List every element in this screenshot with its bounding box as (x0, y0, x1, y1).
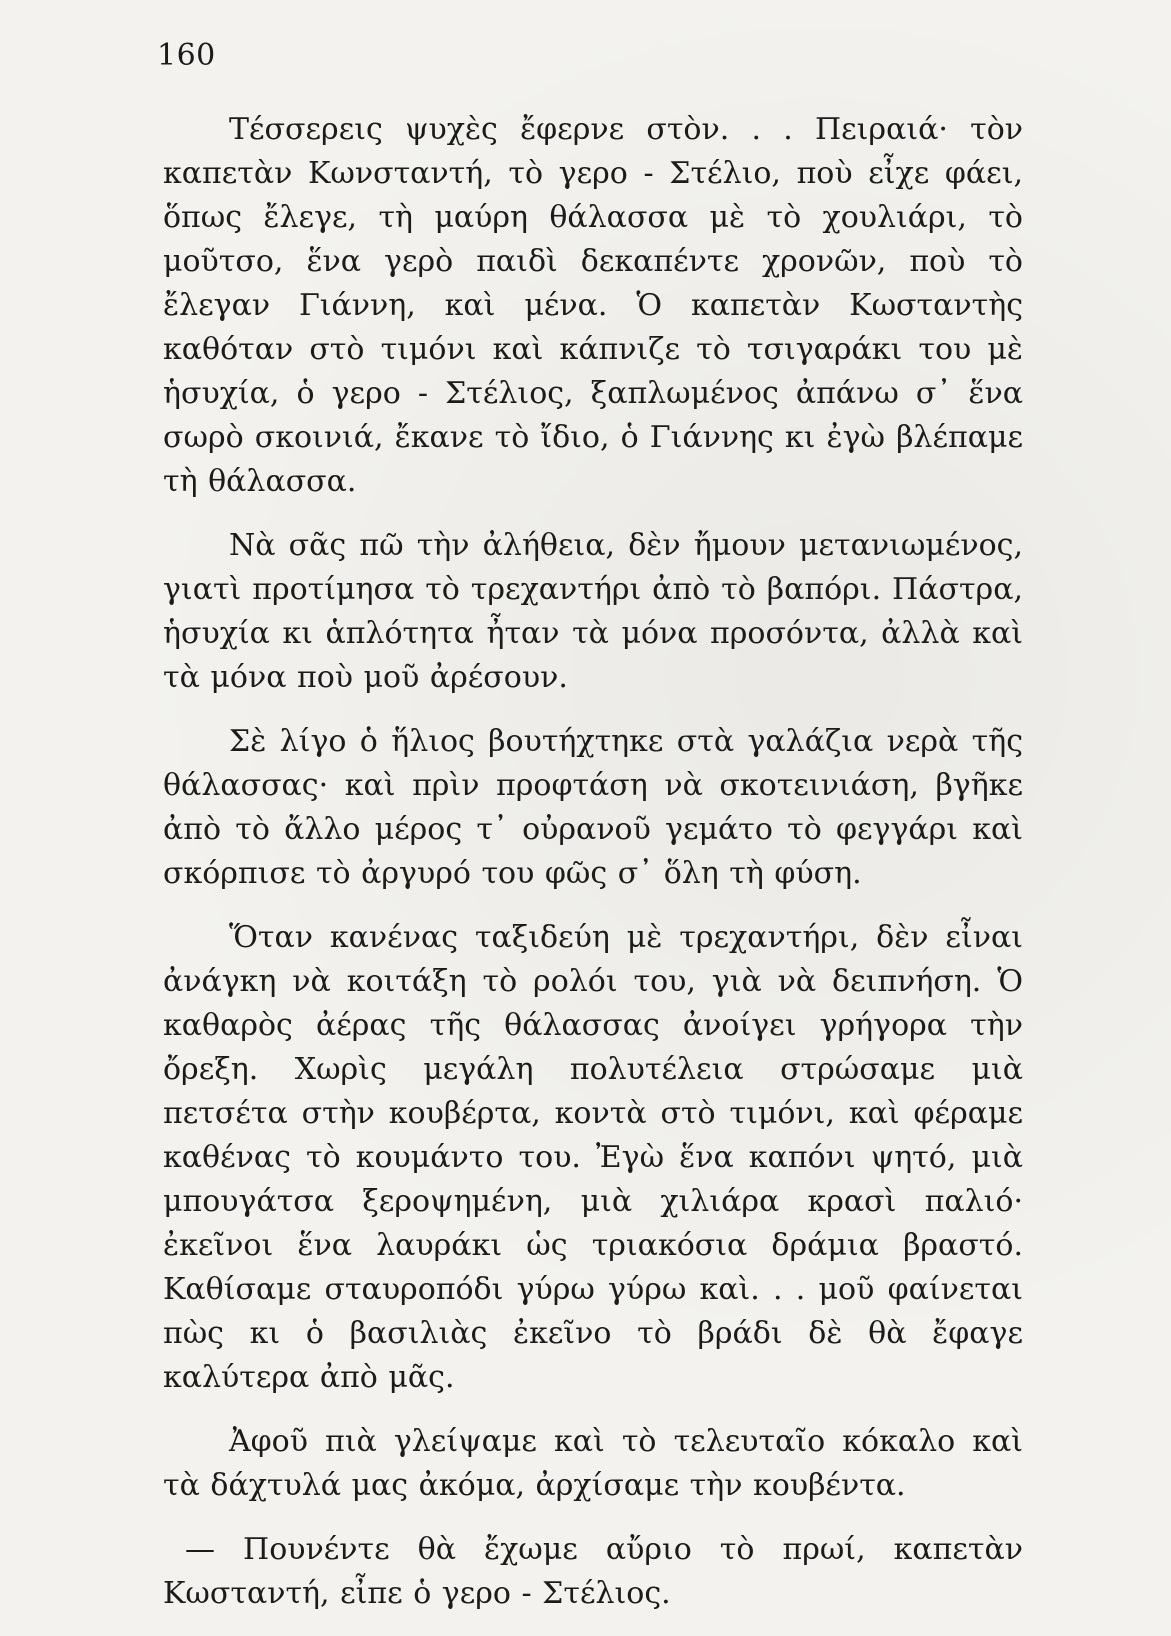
paragraph-1: Τέσσερεις ψυχὲς ἔφερνε στὸν. . . Πειραιά· τὸν καπετὰν Κωνσταντή, τὸ γερο - Στέλιο, ποὺ εἶχε φάει, ὅπως ἔλεγε, τὴ μαύρη θάλασσα μὲ τὸ χουλιάρι, τὸ μοῦτσο, ἕνα γερὸ παιδὶ δεκαπέντε χρονῶν, ποὺ τὸ ἔλεγαν Γιάννη, καὶ μένα. Ὁ καπετὰν Κωσταντὴς καθόταν στὸ τιμόνι καὶ κάπνιζε τὸ τσιγαράκι του μὲ ἡσυχία, ὁ γερο - Στέλιος, ξαπλωμένος ἀπάνω σ᾿ ἕνα σωρὸ σκοινιά, ἔκανε τὸ ἴδιο, ὁ Γιάννης κι ἐγὼ βλέπαμε τὴ θάλασσα. (163, 112, 1023, 499)
paragraph-6-dialogue: — Πουνέντε θὰ ἔχωμε αὔριο τὸ πρωί, καπετὰν Κωσταντή, εἶπε ὁ γερο - Στέλιος. (163, 1532, 1023, 1611)
page-number: 160 (157, 38, 216, 73)
paragraph-4: Ὅταν κανένας ταξιδεύη μὲ τρεχαντήρι, δὲν εἶναι ἀνάγκη νὰ κοιτάξη τὸ ρολόι του, γιὰ νὰ δειπνήση. Ὁ καθαρὸς ἀέρας τῆς θάλασσας ἀνοίγει γρήγορα τὴν ὄρεξη. Χωρὶς μεγάλη πολυτέλεια στρώσαμε μιὰ πετσέτα στὴν κουβέρτα, κοντὰ στὸ τιμόνι, καὶ φέραμε καθένας τὸ κουμάντο του. Ἐγὼ ἕνα καπόνι ψητό, μιὰ μπουγάτσα ξεροψημένη, μιὰ χιλιάρα κρασὶ παλιό· ἐκεῖνοι ἕνα λαυράκι ὡς τριακόσια δράμια βραστό. Καθίσαμε σταυροπόδι γύρω γύρω καὶ. . . μοῦ φαίνεται πὼς κι ὁ βασιλιὰς ἐκεῖνο τὸ βράδι δὲ θὰ ἔφαγε καλύτερα ἀπὸ μᾶς. (163, 920, 1023, 1395)
paragraph-2: Νὰ σᾶς πῶ τὴν ἀλήθεια, δὲν ἤμουν μετανιωμένος, γιατὶ προτίμησα τὸ τρεχαντήρι ἀπὸ τὸ βαπόρι. Πάστρα, ἡσυχία κι ἁπλότητα ἦταν τὰ μόνα προσόντα, ἀλλὰ καὶ τὰ μόνα ποὺ μοῦ ἀρέσουν. (163, 528, 1023, 695)
paragraph-5: Ἀφοῦ πιὰ γλείψαμε καὶ τὸ τελευταῖο κόκαλο καὶ τὰ δάχτυλά μας ἀκόμα, ἀρχίσαμε τὴν κουβέντα. (163, 1424, 1023, 1503)
paragraph-3: Σὲ λίγο ὁ ἥλιος βουτήχτηκε στὰ γαλάζια νερὰ τῆς θάλασσας· καὶ πρὶν προφτάση νὰ σκοτεινιάση, βγῆκε ἀπὸ τὸ ἄλλο μέρος τ᾿ οὐρανοῦ γεμάτο τὸ φεγγάρι καὶ σκόρπισε τὸ ἀργυρό του φῶς σ᾿ ὅλη τὴ φύση. (163, 724, 1023, 891)
body-text (163, 108, 1023, 1636)
